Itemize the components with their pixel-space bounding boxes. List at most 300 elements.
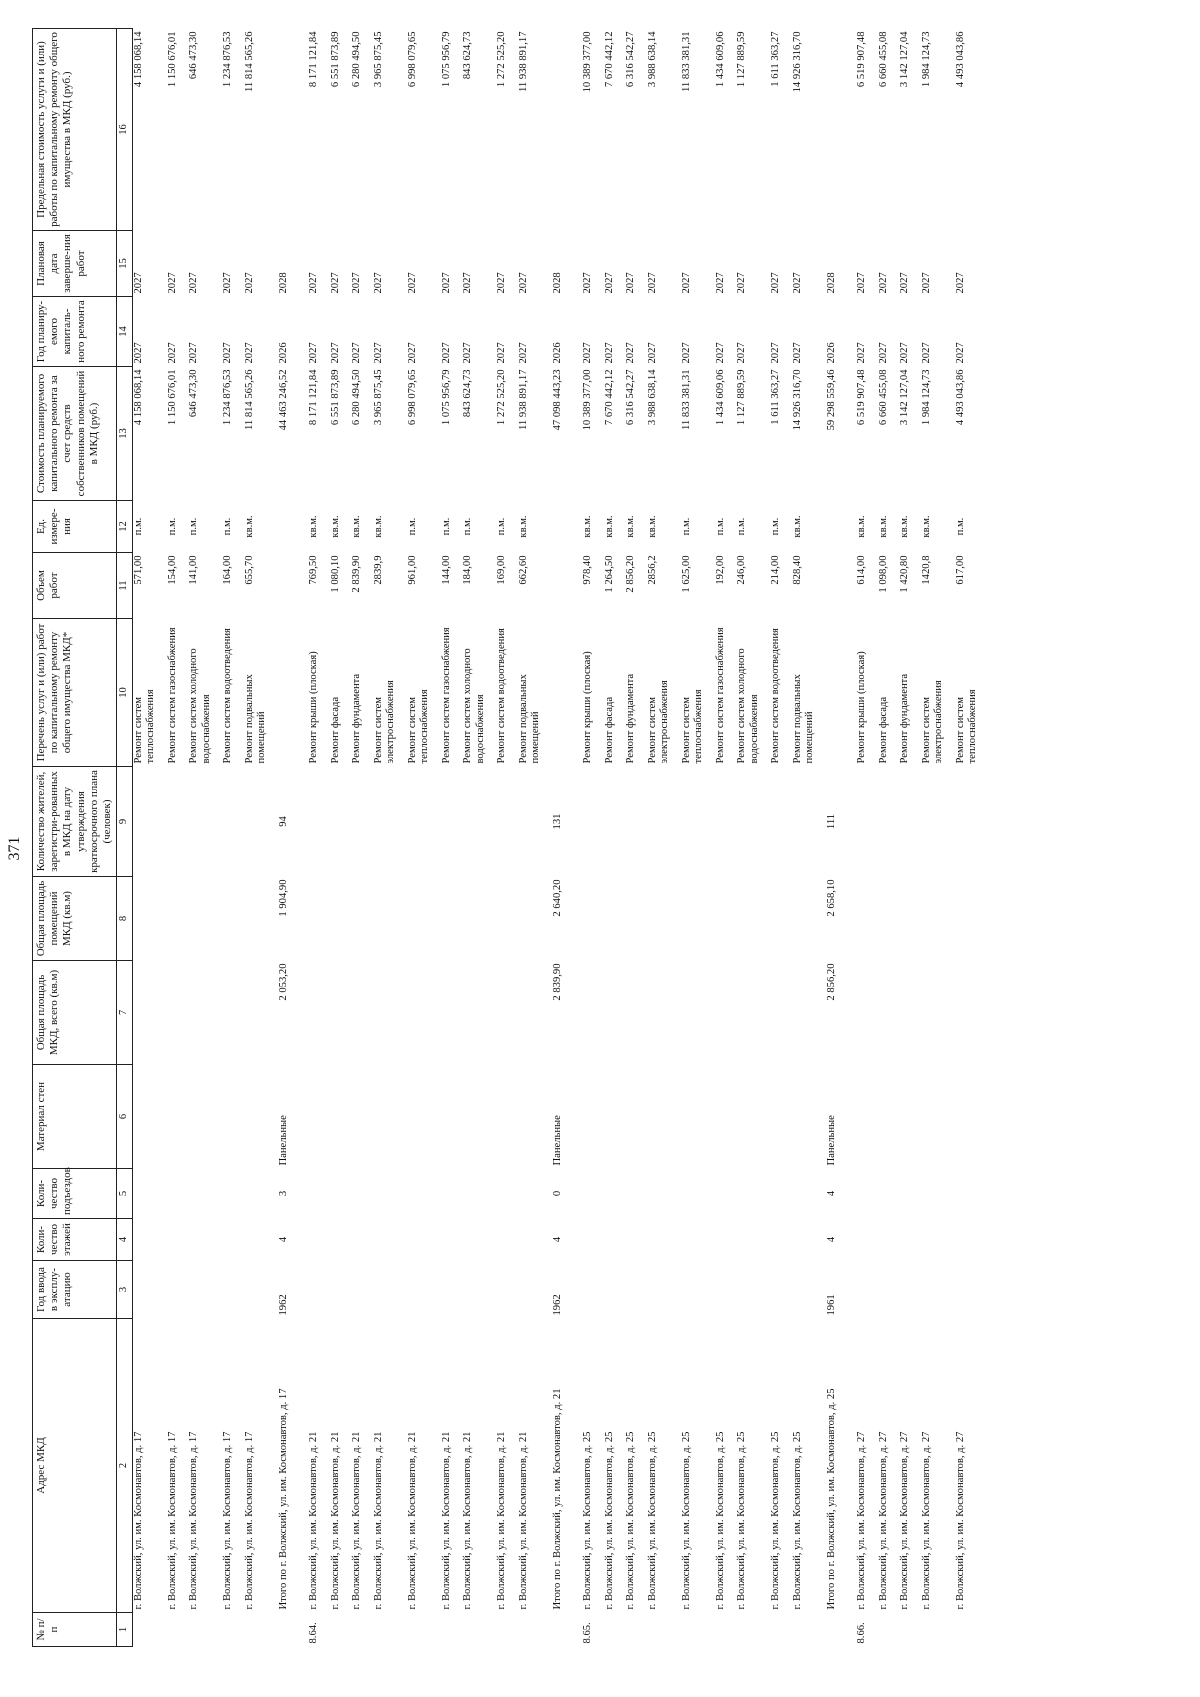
empty-cell	[132, 1169, 158, 1219]
spacer	[946, 29, 955, 1647]
address: г. Волжский, ул. им. Космонавтов, д. 25	[791, 1431, 803, 1610]
empty-cell	[167, 767, 180, 877]
completion-year: 2027	[406, 272, 418, 294]
empty-cell	[792, 1169, 817, 1219]
repair-year: 2027	[406, 342, 418, 364]
empty-cell	[351, 1065, 364, 1169]
column-number: 3	[117, 1261, 132, 1319]
completion-year: 2028	[825, 272, 837, 294]
empty-cell	[188, 1169, 213, 1219]
limit-cost: 6 551 873,89	[329, 31, 341, 88]
address: г. Волжский, ул. им. Космонавтов, д. 21	[308, 1431, 319, 1610]
planned-cost: 11 938 891,17	[517, 369, 529, 431]
empty-cell	[244, 1261, 269, 1319]
empty-cell	[899, 1219, 912, 1261]
work-type: Ремонт систем теплоснабжения	[406, 689, 430, 764]
empty-cell	[647, 1169, 672, 1219]
limit-cost: 6 998 079,65	[406, 31, 418, 88]
limit-cost: 4 493 043,86	[954, 31, 966, 88]
residents: 131	[551, 813, 563, 830]
address: г. Волжский, ул. им. Космонавтов, д. 25	[736, 1431, 747, 1610]
repair-year: 2027	[582, 342, 593, 364]
limit-cost: 11 938 891,17	[517, 31, 529, 93]
planned-cost: 7 670 442,12	[603, 369, 615, 426]
floors: 4	[277, 1236, 289, 1243]
spacer	[672, 29, 681, 1647]
spacer-row	[912, 29, 921, 1647]
spacer-row	[847, 29, 856, 1647]
empty-cell	[132, 1219, 158, 1261]
completion-year: 2027	[646, 272, 658, 294]
column-number: 5	[117, 1169, 132, 1219]
empty-cell	[899, 767, 912, 877]
empty-cell	[856, 961, 869, 1065]
empty-cell	[582, 1219, 595, 1261]
empty-cell	[518, 1169, 543, 1219]
empty-cell	[681, 877, 706, 961]
empty-cell	[681, 1169, 706, 1219]
total-label: Итого по г. Волжский, ул. им. Космонавтов, д. 25	[825, 1388, 837, 1610]
empty-cell	[736, 767, 761, 877]
spacer-row	[638, 29, 647, 1647]
column-number: 16	[117, 29, 132, 231]
empty-cell	[681, 961, 706, 1065]
spacer-row	[179, 29, 188, 1647]
completion-year: 2027	[462, 272, 473, 294]
empty-cell	[351, 877, 364, 961]
completion-year: 2027	[603, 272, 615, 294]
empty-cell	[792, 1261, 817, 1319]
work-volume: 978,40	[582, 555, 593, 585]
column-number: 8	[117, 877, 132, 961]
empty-cell	[308, 1065, 321, 1169]
empty-cell	[518, 1261, 543, 1319]
empty-cell	[878, 1169, 891, 1219]
completion-year: 2027	[440, 272, 452, 294]
empty-cell	[552, 553, 565, 619]
spacer-row	[269, 29, 278, 1647]
table-row	[625, 29, 638, 1647]
empty-cell	[582, 767, 595, 877]
planned-cost: 10 389 377,00	[582, 369, 593, 431]
empty-cell	[222, 1065, 235, 1169]
address: г. Волжский, ул. им. Космонавтов, д. 25	[680, 1431, 692, 1610]
row-number	[715, 1613, 728, 1647]
empty-cell	[582, 1169, 595, 1219]
row-number	[770, 1613, 783, 1647]
limit-cost: 843 624,73	[462, 31, 473, 80]
empty-cell	[625, 1065, 638, 1169]
work-type: Ремонт крыши (плоская)	[308, 651, 319, 764]
unit: кв.м.	[856, 515, 867, 538]
empty-cell	[308, 767, 321, 877]
column-header: Плановая дата заверше-ния работ	[33, 231, 117, 297]
wall-material: Панельные	[551, 1115, 563, 1166]
planned-cost: 6 660 455,08	[877, 369, 889, 426]
work-volume: 662,60	[517, 555, 529, 585]
spacer	[761, 29, 770, 1647]
planned-cost: 1 075 956,79	[440, 369, 452, 426]
work-volume: 961,00	[406, 555, 418, 585]
spacer	[453, 29, 462, 1647]
spacer-row	[783, 29, 792, 1647]
planned-cost: 1 984 124,73	[920, 369, 932, 426]
work-volume: 2856,2	[646, 555, 658, 585]
work-type: Ремонт систем теплоснабжения	[132, 689, 156, 764]
work-type: Ремонт фасада	[329, 696, 341, 764]
empty-cell	[792, 767, 817, 877]
spacer	[321, 29, 330, 1647]
area-rooms: 1 904,90	[277, 879, 289, 917]
empty-cell	[308, 1219, 321, 1261]
row-number	[792, 1613, 817, 1647]
work-volume: 655,70	[243, 555, 255, 585]
work-volume: 2 839,90	[351, 555, 362, 593]
wall-material: Панельные	[825, 1115, 837, 1166]
planned-cost: 1 234 876,53	[222, 369, 233, 426]
empty-cell	[351, 1219, 364, 1261]
empty-cell	[715, 877, 728, 961]
unit: п.м.	[770, 517, 781, 536]
work-volume: 1 264,50	[603, 555, 615, 593]
empty-cell	[856, 767, 869, 877]
empty-cell	[955, 1065, 980, 1169]
unit: п.м.	[166, 517, 178, 536]
work-volume: 769,50	[308, 555, 319, 585]
empty-cell	[770, 877, 783, 961]
empty-cell	[736, 1261, 761, 1319]
spacer-row	[299, 29, 308, 1647]
empty-cell	[792, 961, 817, 1065]
empty-cell	[604, 1169, 617, 1219]
empty-cell	[132, 1261, 158, 1319]
empty-cell	[407, 961, 432, 1065]
empty-cell	[373, 767, 398, 877]
limit-cost: 3 965 875,45	[372, 31, 384, 88]
row-number	[407, 1613, 432, 1647]
empty-cell	[878, 1065, 891, 1169]
address: г. Волжский, ул. им. Космонавтов, д. 17	[132, 1431, 144, 1610]
column-header: Коли-чество подъездов	[33, 1169, 117, 1219]
work-volume: 2 856,20	[625, 555, 636, 593]
work-type: Ремонт систем электроснабжения	[920, 680, 944, 764]
spacer	[980, 29, 989, 1647]
address: г. Волжский, ул. им. Космонавтов, д. 21	[496, 1431, 507, 1610]
repair-year: 2027	[351, 342, 362, 364]
empty-cell	[647, 1261, 672, 1319]
empty-cell	[681, 767, 706, 877]
row-number	[330, 1613, 343, 1647]
address: г. Волжский, ул. им. Космонавтов, д. 25	[770, 1431, 781, 1610]
limit-cost: 6 519 907,48	[856, 31, 867, 88]
empty-cell	[552, 619, 565, 767]
spacer-row	[980, 29, 989, 1647]
empty-cell	[308, 1261, 321, 1319]
year-built: 1962	[277, 1294, 289, 1316]
spacer	[847, 29, 856, 1647]
spacer	[573, 29, 582, 1647]
residents: 94	[277, 816, 289, 827]
unit: кв.м.	[625, 515, 636, 538]
empty-cell	[244, 767, 269, 877]
empty-cell	[167, 961, 180, 1065]
empty-cell	[955, 961, 980, 1065]
work-type: Ремонт систем газоснабжения	[166, 627, 178, 764]
unit: кв.м.	[351, 515, 362, 538]
empty-cell	[373, 1219, 398, 1261]
header-row	[33, 29, 117, 1647]
spacer	[290, 29, 299, 1647]
empty-cell	[518, 961, 543, 1065]
limit-cost: 646 473,30	[188, 31, 199, 80]
work-type: Ремонт подвальных помещений	[243, 674, 267, 764]
empty-cell	[899, 1169, 912, 1219]
unit: кв.м.	[877, 515, 889, 538]
unit: кв.м.	[243, 515, 255, 538]
empty-cell	[736, 877, 761, 961]
spacer	[342, 29, 351, 1647]
planned-cost: 1 434 609,06	[714, 369, 726, 426]
address: г. Волжский, ул. им. Космонавтов, д. 25	[582, 1431, 593, 1610]
completion-year: 2027	[329, 272, 341, 294]
completion-year: 2027	[877, 272, 889, 294]
completion-year: 2027	[166, 272, 178, 294]
total-label: Итого по г. Волжский, ул. им. Космонавтов, д. 17	[277, 1388, 289, 1610]
empty-cell	[647, 961, 672, 1065]
empty-cell	[407, 767, 432, 877]
spacer	[299, 29, 308, 1647]
completion-year: 2027	[736, 272, 747, 294]
unit: п.м.	[440, 517, 452, 536]
empty-cell	[955, 1261, 980, 1319]
empty-cell	[792, 1219, 817, 1261]
table-row	[770, 29, 783, 1647]
empty-cell	[625, 1169, 638, 1219]
limit-cost: 1 234 876,53	[222, 31, 233, 88]
spacer	[838, 29, 847, 1647]
limit-cost: 1 127 889,59	[736, 31, 747, 88]
empty-cell	[188, 1219, 213, 1261]
column-header: Адрес МКД	[33, 1319, 117, 1613]
completion-year: 2027	[899, 272, 910, 294]
spacer-row	[890, 29, 899, 1647]
address: г. Волжский, ул. им. Космонавтов, д. 27	[856, 1431, 867, 1610]
row-number	[955, 1613, 980, 1647]
empty-cell	[244, 1169, 269, 1219]
empty-cell	[407, 1065, 432, 1169]
empty-cell	[351, 767, 364, 877]
wall-material: Панельные	[277, 1115, 289, 1166]
completion-year: 2027	[954, 272, 966, 294]
empty-cell	[604, 767, 617, 877]
empty-cell	[878, 1261, 891, 1319]
completion-year: 2027	[714, 272, 726, 294]
completion-year: 2028	[551, 272, 563, 294]
planned-cost: 8 171 121,84	[308, 369, 319, 426]
repair-year: 2027	[462, 342, 473, 364]
column-header: Год ввода в эксплу-атацию	[33, 1261, 117, 1319]
address: г. Волжский, ул. им. Космонавтов, д. 17	[188, 1431, 199, 1610]
limit-cost: 1 150 676,01	[166, 31, 178, 88]
address: г. Волжский, ул. им. Космонавтов, д. 17	[243, 1431, 255, 1610]
empty-cell	[582, 1261, 595, 1319]
area-total: 2 856,20	[825, 963, 837, 1001]
address: г. Волжский, ул. им. Космонавтов, д. 27	[899, 1431, 910, 1610]
completion-year: 2027	[308, 272, 319, 294]
work-volume: 144,00	[440, 555, 452, 585]
limit-cost: 11 833 381,31	[680, 31, 692, 93]
work-type: Ремонт подвальных помещений	[791, 674, 815, 764]
work-type: Ремонт систем холодного водоснабжения	[188, 648, 212, 764]
limit-cost: 14 926 316,70	[791, 31, 803, 93]
planned-cost: 6 280 494,50	[351, 369, 362, 426]
repair-year: 2027	[517, 342, 529, 364]
empty-cell	[244, 961, 269, 1065]
table-row	[792, 29, 817, 1647]
empty-cell	[407, 877, 432, 961]
entrances: 3	[277, 1190, 289, 1197]
empty-cell	[921, 961, 946, 1065]
unit: п.м.	[406, 517, 418, 536]
residents: 111	[825, 813, 837, 830]
empty-cell	[552, 29, 565, 231]
spacer-row	[838, 29, 847, 1647]
spacer	[727, 29, 736, 1647]
empty-cell	[496, 1065, 509, 1169]
limit-cost: 10 389 377,00	[582, 31, 593, 93]
year-built: 1961	[825, 1294, 837, 1316]
limit-cost: 6 660 455,08	[877, 31, 889, 88]
spacer-row	[817, 29, 826, 1647]
table-row	[496, 29, 509, 1647]
capital-repair-table	[32, 28, 989, 1647]
completion-year: 2027	[582, 272, 593, 294]
planned-cost: 3 988 638,14	[646, 369, 658, 426]
spacer	[616, 29, 625, 1647]
row-number	[351, 1613, 364, 1647]
empty-cell	[826, 501, 839, 553]
column-header: Материал стен	[33, 1065, 117, 1169]
unit: п.м.	[188, 517, 199, 536]
table-row	[715, 29, 728, 1647]
table-row	[955, 29, 980, 1647]
spacer	[595, 29, 604, 1647]
row-number	[878, 1613, 891, 1647]
unit: п.м.	[680, 517, 692, 536]
empty-cell	[715, 1065, 728, 1169]
empty-cell	[625, 961, 638, 1065]
empty-cell	[330, 1169, 343, 1219]
completion-year: 2027	[920, 272, 932, 294]
total-row	[826, 29, 839, 1647]
empty-cell	[407, 1261, 432, 1319]
empty-cell	[441, 1261, 454, 1319]
repair-year: 2027	[603, 342, 615, 364]
unit: кв.м.	[920, 515, 932, 538]
repair-year: 2027	[877, 342, 889, 364]
empty-cell	[792, 1065, 817, 1169]
work-type: Ремонт фундамента	[351, 673, 362, 764]
column-header: № п/п	[33, 1613, 117, 1647]
empty-cell	[496, 1261, 509, 1319]
spacer-row	[706, 29, 715, 1647]
repair-year: 2027	[646, 342, 658, 364]
work-volume: 1 625,00	[680, 555, 692, 593]
empty-cell	[604, 1261, 617, 1319]
empty-cell	[856, 877, 869, 961]
empty-cell	[330, 961, 343, 1065]
unit: кв.м.	[582, 515, 593, 538]
completion-year: 2027	[791, 272, 803, 294]
empty-cell	[373, 1261, 398, 1319]
column-header: Общая площадь МКД, всего (кв.м)	[33, 961, 117, 1065]
table-row	[373, 29, 398, 1647]
row-number	[188, 1613, 213, 1647]
limit-cost: 3 988 638,14	[646, 31, 658, 88]
repair-year: 2027	[770, 342, 781, 364]
unit: кв.м.	[329, 515, 341, 538]
spacer-row	[158, 29, 167, 1647]
spacer	[235, 29, 244, 1647]
empty-cell	[826, 619, 839, 767]
empty-cell	[330, 877, 343, 961]
empty-cell	[330, 1065, 343, 1169]
table-row	[518, 29, 543, 1647]
repair-year: 2027	[680, 342, 692, 364]
work-type: Ремонт подвальных помещений	[517, 674, 541, 764]
empty-cell	[222, 767, 235, 877]
spacer	[564, 29, 573, 1647]
unit: кв.м.	[372, 515, 384, 538]
empty-cell	[278, 29, 291, 231]
empty-cell	[955, 1169, 980, 1219]
column-header: Стоимость планируемого капитального ремонта за счет средств собственников помещений в МКД (руб.)	[33, 367, 117, 501]
spacer	[638, 29, 647, 1647]
spacer-row	[453, 29, 462, 1647]
repair-year: 2027	[856, 342, 867, 364]
empty-cell	[604, 1219, 617, 1261]
limit-cost: 6 316 542,27	[625, 31, 636, 88]
spacer-row	[573, 29, 582, 1647]
limit-cost: 1 434 609,06	[714, 31, 726, 88]
empty-cell	[496, 877, 509, 961]
table-row	[351, 29, 364, 1647]
empty-cell	[736, 1169, 761, 1219]
empty-cell	[625, 1219, 638, 1261]
spacer	[706, 29, 715, 1647]
limit-cost: 1 611 363,27	[770, 31, 781, 87]
empty-cell	[407, 1219, 432, 1261]
planned-cost: 1 127 889,59	[736, 369, 747, 426]
empty-cell	[188, 1065, 213, 1169]
empty-cell	[278, 553, 291, 619]
column-number: 13	[117, 367, 132, 501]
spacer-row	[432, 29, 441, 1647]
empty-cell	[681, 1261, 706, 1319]
spacer	[912, 29, 921, 1647]
row-number	[736, 1613, 761, 1647]
empty-cell	[441, 1169, 454, 1219]
limit-cost: 1 984 124,73	[920, 31, 932, 88]
planned-cost: 646 473,30	[188, 369, 199, 418]
row-number	[373, 1613, 398, 1647]
repair-year: 2027	[920, 342, 932, 364]
empty-cell	[518, 767, 543, 877]
empty-cell	[330, 767, 343, 877]
table-row	[330, 29, 343, 1647]
completion-year: 2027	[188, 272, 199, 294]
empty-cell	[462, 961, 487, 1065]
